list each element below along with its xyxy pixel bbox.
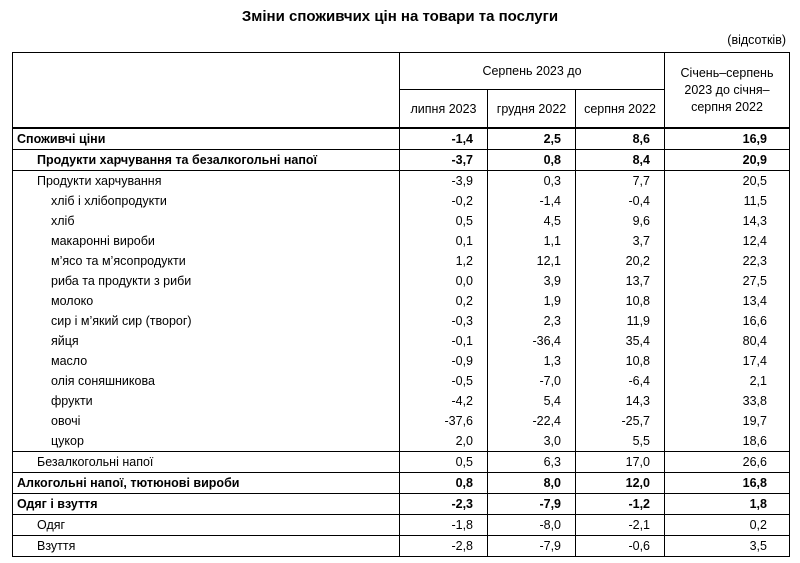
cell-v2: 1,3 bbox=[488, 351, 576, 371]
cell-v1: 0,1 bbox=[400, 231, 488, 251]
cell-v4: 12,4 bbox=[665, 231, 790, 251]
table-row bbox=[13, 211, 790, 231]
cell-v4: 20,9 bbox=[665, 150, 790, 171]
table-row bbox=[13, 150, 790, 171]
table-row bbox=[13, 473, 790, 494]
table-row bbox=[13, 231, 790, 251]
cell-v4: 11,5 bbox=[665, 191, 790, 211]
table-row bbox=[13, 351, 790, 371]
cell-v2: -22,4 bbox=[488, 411, 576, 431]
cell-v1: 0,8 bbox=[400, 473, 488, 494]
table-row bbox=[13, 191, 790, 211]
table-row bbox=[13, 128, 790, 150]
cell-v4: 17,4 bbox=[665, 351, 790, 371]
cell-v3: -6,4 bbox=[576, 371, 665, 391]
table-row bbox=[13, 311, 790, 331]
cell-v4: 33,8 bbox=[665, 391, 790, 411]
cell-v1: -2,8 bbox=[400, 536, 488, 557]
cell-v2: 0,8 bbox=[488, 150, 576, 171]
cell-v4: 19,7 bbox=[665, 411, 790, 431]
cell-v4: 80,4 bbox=[665, 331, 790, 351]
row-label: масло bbox=[13, 351, 400, 371]
cell-v2: -1,4 bbox=[488, 191, 576, 211]
table-row bbox=[13, 391, 790, 411]
cell-v2: 12,1 bbox=[488, 251, 576, 271]
unit-label: (відсотків) bbox=[727, 33, 786, 47]
row-label: цукор bbox=[13, 431, 400, 452]
cell-v4: 16,9 bbox=[665, 128, 790, 150]
row-label: фрукти bbox=[13, 391, 400, 411]
cell-v3: -1,2 bbox=[576, 494, 665, 515]
cell-v3: 9,6 bbox=[576, 211, 665, 231]
cell-v2: 3,0 bbox=[488, 431, 576, 452]
table-row bbox=[13, 331, 790, 351]
cell-v1: 1,2 bbox=[400, 251, 488, 271]
row-label: сир і м’який сир (творог) bbox=[13, 311, 400, 331]
cell-v4: 14,3 bbox=[665, 211, 790, 231]
cell-v3: 11,9 bbox=[576, 311, 665, 331]
cell-v4: 2,1 bbox=[665, 371, 790, 391]
header-col3: серпня 2022 bbox=[576, 90, 665, 129]
cell-v1: -0,1 bbox=[400, 331, 488, 351]
cell-v1: -4,2 bbox=[400, 391, 488, 411]
cell-v2: 8,0 bbox=[488, 473, 576, 494]
cell-v1: -2,3 bbox=[400, 494, 488, 515]
row-label: овочі bbox=[13, 411, 400, 431]
cell-v1: -37,6 bbox=[400, 411, 488, 431]
cell-v4: 22,3 bbox=[665, 251, 790, 271]
row-label: м’ясо та м’ясопродукти bbox=[13, 251, 400, 271]
cell-v2: -8,0 bbox=[488, 515, 576, 536]
cell-v1: 0,0 bbox=[400, 271, 488, 291]
table-row bbox=[13, 411, 790, 431]
cell-v1: -1,8 bbox=[400, 515, 488, 536]
cell-v4: 16,6 bbox=[665, 311, 790, 331]
cell-v2: 6,3 bbox=[488, 452, 576, 473]
cell-v4: 18,6 bbox=[665, 431, 790, 452]
cell-v2: -36,4 bbox=[488, 331, 576, 351]
cell-v2: 2,3 bbox=[488, 311, 576, 331]
cell-v3: -25,7 bbox=[576, 411, 665, 431]
row-label: риба та продукти з риби bbox=[13, 271, 400, 291]
row-label: Споживчі ціни bbox=[13, 128, 400, 150]
table-row bbox=[13, 431, 790, 452]
cell-v4: 13,4 bbox=[665, 291, 790, 311]
cell-v3: 10,8 bbox=[576, 291, 665, 311]
row-label: Безалкогольні напої bbox=[13, 452, 400, 473]
cell-v3: 8,6 bbox=[576, 128, 665, 150]
cell-v2: -7,9 bbox=[488, 494, 576, 515]
cell-v2: 0,3 bbox=[488, 171, 576, 192]
row-label: хліб і хлібопродукти bbox=[13, 191, 400, 211]
row-label: Продукти харчування bbox=[13, 171, 400, 192]
cell-v1: -3,7 bbox=[400, 150, 488, 171]
cell-v3: 12,0 bbox=[576, 473, 665, 494]
cell-v1: -0,2 bbox=[400, 191, 488, 211]
cell-v1: -3,9 bbox=[400, 171, 488, 192]
cell-v4: 20,5 bbox=[665, 171, 790, 192]
cell-v2: 4,5 bbox=[488, 211, 576, 231]
table-row bbox=[13, 291, 790, 311]
table-row bbox=[13, 171, 790, 192]
row-label: Одяг і взуття bbox=[13, 494, 400, 515]
cell-v4: 26,6 bbox=[665, 452, 790, 473]
table-row bbox=[13, 452, 790, 473]
row-label: Продукти харчування та безалкогольні напої bbox=[13, 150, 400, 171]
table-row bbox=[13, 494, 790, 515]
cell-v3: 14,3 bbox=[576, 391, 665, 411]
row-label: яйця bbox=[13, 331, 400, 351]
cell-v3: 7,7 bbox=[576, 171, 665, 192]
cell-v1: -0,9 bbox=[400, 351, 488, 371]
cell-v2: 1,9 bbox=[488, 291, 576, 311]
cell-v1: 2,0 bbox=[400, 431, 488, 452]
cell-v2: -7,0 bbox=[488, 371, 576, 391]
table-title: Зміни споживчих цін на товари та послуги bbox=[241, 8, 559, 25]
cell-v1: -0,5 bbox=[400, 371, 488, 391]
cell-v3: 10,8 bbox=[576, 351, 665, 371]
cell-v3: -2,1 bbox=[576, 515, 665, 536]
cell-v4: 16,8 bbox=[665, 473, 790, 494]
cell-v4: 3,5 bbox=[665, 536, 790, 557]
cell-v1: -1,4 bbox=[400, 128, 488, 150]
row-label: Алкогольні напої, тютюнові вироби bbox=[13, 473, 400, 494]
table-row bbox=[13, 536, 790, 557]
cell-v3: 8,4 bbox=[576, 150, 665, 171]
cell-v1: 0,5 bbox=[400, 211, 488, 231]
cell-v3: 17,0 bbox=[576, 452, 665, 473]
cell-v2: 2,5 bbox=[488, 128, 576, 150]
cell-v1: -0,3 bbox=[400, 311, 488, 331]
row-label: макаронні вироби bbox=[13, 231, 400, 251]
table-row bbox=[13, 515, 790, 536]
cell-v3: -0,6 bbox=[576, 536, 665, 557]
row-label: молоко bbox=[13, 291, 400, 311]
cell-v4: 27,5 bbox=[665, 271, 790, 291]
cell-v3: 3,7 bbox=[576, 231, 665, 251]
header-group: Серпень 2023 до bbox=[400, 53, 665, 90]
cell-v3: 5,5 bbox=[576, 431, 665, 452]
header-col4: Січень–серпень 2023 до січня–серпня 2022 bbox=[665, 53, 790, 129]
row-label: Одяг bbox=[13, 515, 400, 536]
cell-v4: 1,8 bbox=[665, 494, 790, 515]
cell-v1: 0,5 bbox=[400, 452, 488, 473]
cell-v3: -0,4 bbox=[576, 191, 665, 211]
cell-v2: 3,9 bbox=[488, 271, 576, 291]
header-corner bbox=[13, 53, 400, 129]
price-changes-table bbox=[12, 52, 790, 557]
cell-v3: 13,7 bbox=[576, 271, 665, 291]
cell-v2: 1,1 bbox=[488, 231, 576, 251]
table-row bbox=[13, 271, 790, 291]
row-label: хліб bbox=[13, 211, 400, 231]
cell-v4: 0,2 bbox=[665, 515, 790, 536]
cell-v3: 20,2 bbox=[576, 251, 665, 271]
row-label: олія соняшникова bbox=[13, 371, 400, 391]
header-col1: липня 2023 bbox=[400, 90, 488, 129]
header-col2: грудня 2022 bbox=[488, 90, 576, 129]
row-label: Взуття bbox=[13, 536, 400, 557]
cell-v1: 0,2 bbox=[400, 291, 488, 311]
table-row bbox=[13, 371, 790, 391]
cell-v2: -7,9 bbox=[488, 536, 576, 557]
cell-v2: 5,4 bbox=[488, 391, 576, 411]
table-row bbox=[13, 251, 790, 271]
cell-v3: 35,4 bbox=[576, 331, 665, 351]
